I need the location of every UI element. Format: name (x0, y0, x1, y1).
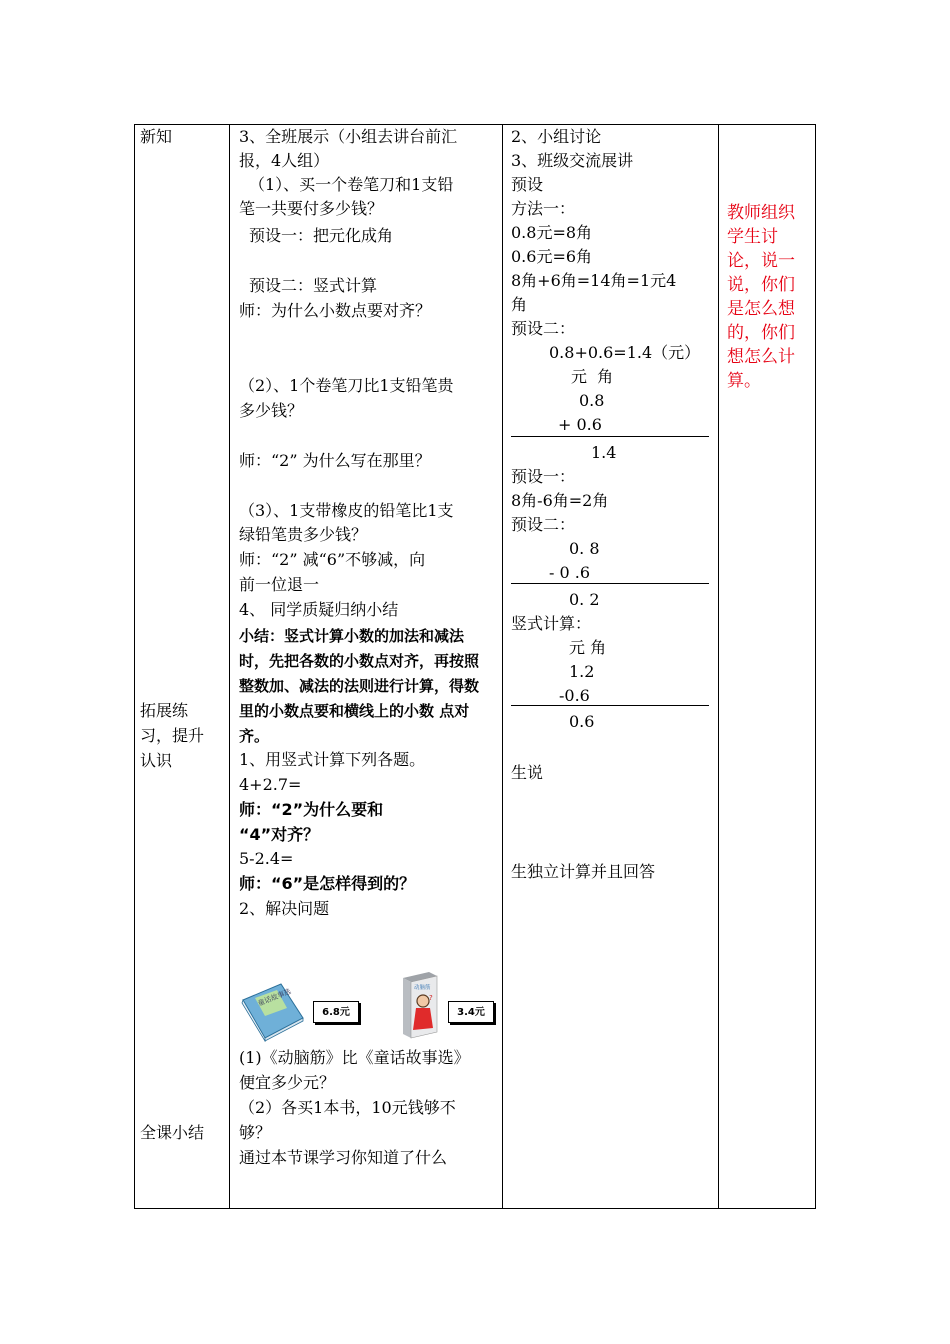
stage-label: 全课小结 (140, 1123, 205, 1142)
text-line: 3、全班展示（小组去讲台前汇 (239, 127, 458, 146)
text-line: - 0 .6 (549, 563, 591, 582)
student-activity-column (511, 124, 716, 1209)
summary-line: 小结：竖式计算小数的加法和减法 (239, 627, 465, 645)
text-line: 绿铅笔贵多少钱？ (239, 525, 368, 544)
design-intent-column (727, 124, 813, 1209)
text-line: 1.4 (591, 443, 617, 462)
text-line: 报，4人组） (239, 151, 330, 170)
intent-line: 教师组织 (727, 203, 795, 223)
intent-line: 说，你们 (727, 275, 795, 295)
text-line: 够？ (239, 1123, 272, 1142)
text-line: 通过本节课学习你知道了什么 (239, 1148, 448, 1167)
text-line: 生说 (511, 763, 544, 782)
text-line: 预设二： (511, 515, 576, 534)
text-line: 师：为什么小数点要对齐？ (239, 301, 432, 320)
text-line: 预设 (511, 175, 544, 194)
table-divider (718, 124, 719, 1209)
price-tag: 3.4元 (448, 1001, 494, 1023)
text-line: -0.6 (559, 686, 590, 705)
text-line: 方法一： (511, 199, 576, 218)
text-line: 角 (511, 295, 528, 314)
text-line: 0.6元=6角 (511, 247, 593, 266)
summary-line: 时，先把各数的小数点对齐，再按照 (239, 652, 480, 670)
text-line: 2、解决问题 (239, 899, 330, 918)
text-line: 0.8 (579, 391, 605, 410)
intent-line: 是怎么想 (727, 299, 795, 319)
question-mark-icon: ? (429, 994, 433, 1002)
teacher-activity-column (239, 124, 499, 1209)
text-line: （1）、买一个卷笔刀和1支铅 (249, 175, 454, 194)
divider-line (511, 436, 709, 437)
text-line: 前一位退一 (239, 575, 320, 594)
text-line: 0. 8 (569, 539, 600, 558)
text-line: （2）、1个卷笔刀比1支铅笔贵 (239, 376, 454, 395)
text-line: 4+2.7= (239, 775, 302, 794)
text-line: 0. 2 (569, 590, 600, 609)
intent-line: 想怎么计 (727, 347, 795, 367)
intent-line: 算。 (727, 371, 761, 391)
stage-label: 认识 (140, 751, 173, 770)
table-divider (502, 124, 503, 1209)
text-line: 0.8+0.6=1.4（元） (549, 343, 701, 362)
text-line: 2、小组讨论 (511, 127, 602, 146)
intent-line: 的，你们 (727, 323, 795, 343)
text-line: 1.2 (569, 662, 595, 681)
text-line: 预设一：把元化成角 (249, 226, 394, 245)
table-divider (229, 124, 230, 1209)
text-line: 8角-6角=2角 (511, 491, 609, 510)
text-line: 预设二：竖式计算 (249, 276, 378, 295)
text-line: 8角+6角=14角=1元4 (511, 271, 677, 290)
text-line: 师：“2” 减“6”不够减，向 (239, 550, 426, 569)
book-title: 动脑筋 (414, 985, 431, 991)
text-line: （3）、1支带橡皮的铅笔比1支 (239, 501, 454, 520)
text-line: 3、班级交流展讲 (511, 151, 634, 170)
divider-line (511, 705, 709, 706)
book-title: 童话故事选 (256, 987, 293, 1008)
text-line: 便宜多少元？ (239, 1073, 336, 1092)
summary-line: 整数加、减法的法则进行计算，得数 (239, 677, 480, 695)
text-line: 0.8元=8角 (511, 223, 593, 242)
question-line: “4”对齐？ (239, 825, 320, 844)
summary-line: 里的小数点要和横线上的小数 点对 (239, 702, 470, 720)
text-line: 师：“2” 为什么写在那里？ (239, 451, 431, 470)
stage-label: 拓展练 (140, 701, 189, 720)
storybook-image (239, 980, 307, 1042)
text-line: 0.6 (569, 712, 595, 731)
text-line: 元 角 (571, 367, 614, 386)
text-line: 竖式计算： (511, 614, 592, 633)
stage-column (140, 124, 226, 1209)
brain-book-image (399, 970, 441, 1040)
text-line: 预设二： (511, 319, 576, 338)
text-line: （2）各买1本书，10元钱够不 (239, 1098, 456, 1117)
question-line: 师：“2”为什么要和 (239, 800, 384, 819)
stage-label: 新知 (140, 127, 173, 146)
text-line: (1)《动脑筋》比《童话故事选》 (239, 1048, 470, 1067)
text-line: 预设一： (511, 467, 576, 486)
text-line: 5-2.4= (239, 849, 294, 868)
intent-line: 学生讨 (727, 227, 778, 247)
question-line: 师：“6”是怎样得到的？ (239, 874, 416, 893)
summary-line: 齐。 (239, 727, 270, 745)
price-tag: 6.8元 (313, 1001, 359, 1023)
text-line: + 0.6 (558, 415, 602, 434)
text-line: 元 角 (569, 638, 607, 657)
text-line: 1、用竖式计算下列各题。 (239, 750, 426, 769)
intent-line: 论，说一 (727, 251, 795, 271)
stage-label: 习，提升 (140, 726, 205, 745)
text-line: 生独立计算并且回答 (511, 862, 656, 881)
text-line: 4、 同学质疑归纳小结 (239, 600, 399, 619)
text-line: 多少钱？ (239, 401, 304, 420)
divider-line (511, 583, 709, 584)
text-line: 笔一共要付多少钱？ (239, 199, 384, 218)
